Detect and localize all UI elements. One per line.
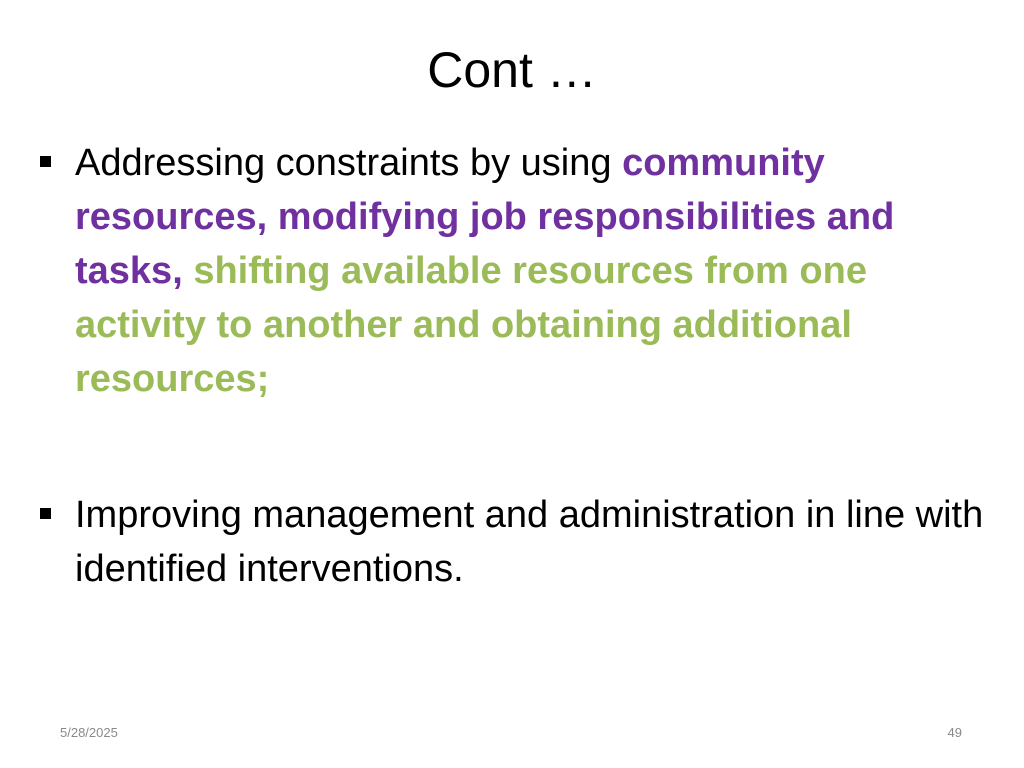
bullet-text-space (267, 196, 278, 238)
bullet-item-constraints (38, 136, 988, 406)
bullet-text-improving-management: Improving management and administration in line with identified interventions. (75, 494, 984, 590)
bullet-text-community-resources: community resources, (75, 142, 825, 238)
square-bullet-icon (40, 508, 51, 519)
square-bullet-icon (40, 156, 51, 167)
bullet-text-shifting-resources: shifting available resources from one activity to another and obtaining additional resources; (75, 250, 867, 400)
bullet-item-management (38, 488, 988, 596)
bullet-text-plain: Addressing constraints by using (75, 142, 623, 184)
footer-page-number: 49 (947, 725, 962, 740)
bullet-text-space (183, 250, 194, 292)
footer-date: 5/28/2025 (60, 725, 118, 740)
bullet-list (38, 136, 988, 596)
bullet-text-modifying-job: modifying job responsibilities and tasks, (75, 196, 895, 292)
slide-title: Cont … (427, 42, 597, 98)
